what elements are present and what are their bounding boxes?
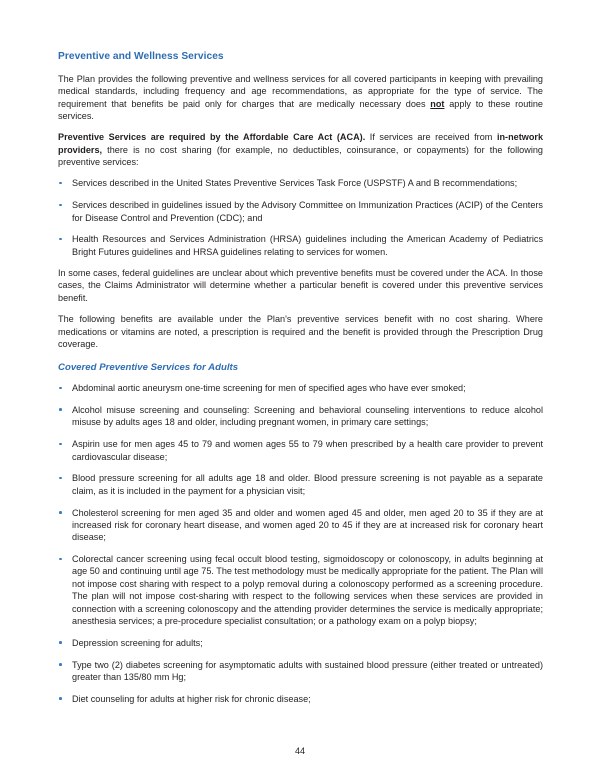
- list-item: [58, 693, 543, 705]
- bullet-icon: [59, 697, 62, 700]
- list-item-text: Health Resources and Services Administration (HRSA) guidelines including the American Academy of Pediatrics Bright Futures guidelines and HRSA guidelines relating to services for women.: [72, 234, 543, 257]
- list-item: [58, 507, 543, 544]
- list-item: [58, 637, 543, 649]
- list-item-text: Alcohol misuse screening and counseling: Screening and behavioral counseling interventions to reduce alcohol misuse by adults ages 18 and older, including pregnant women, in primary care settings;: [72, 405, 543, 428]
- section-heading: Preventive and Wellness Services: [58, 51, 224, 62]
- list-item: [58, 233, 543, 258]
- list-item: [58, 199, 543, 224]
- bullet-icon: [59, 182, 62, 185]
- list-item: [58, 553, 543, 627]
- adults-bullet-list: [58, 382, 543, 705]
- intro-paragraph-part2: apply to these routine services.: [58, 98, 543, 122]
- page-number: 44: [294, 746, 306, 756]
- list-item: [58, 382, 543, 394]
- bullet-icon: [59, 511, 62, 514]
- bullet-icon: [59, 408, 62, 411]
- aca-text-1: If services are received from: [365, 132, 497, 143]
- list-item-text: Aspirin use for men ages 45 to 79 and women ages 55 to 79 when prescribed by a health care provider to prevent cardiovascular disease;: [72, 439, 543, 462]
- list-item: [58, 659, 543, 684]
- unclear-guidelines-paragraph: In some cases, federal guidelines are unclear about which preventive benefits must be covered under the ACA. In those cases, the Claims Administrator will determine whether a particular benefit is covered under this preventive services benefit.: [58, 268, 543, 303]
- bullet-icon: [59, 238, 62, 241]
- following-benefits-paragraph: The following benefits are available under the Plan's preventive services benefit with no cost sharing. Where medications or vitamins are noted, a prescription is required and the benefit is provided through the Prescription Drug coverage.: [58, 314, 543, 349]
- list-item-text: Diet counseling for adults at higher risk for chronic disease;: [72, 693, 311, 704]
- bullet-icon: [59, 663, 62, 666]
- list-item: [58, 472, 543, 497]
- list-item-text: Colorectal cancer screening using fecal occult blood testing, sigmoidoscopy or colonoscopy, in adults beginning at age 50 and continuing until age 75. The test methodology must be medically appropriate for the patient. The Plan will not impose cost sharing with respect to a polyp removal during a colonoscopy performed as a screening procedure. The plan will not impose cost-sharing with respect to the following services when these services are provided in connection with a screening colonoscopy and the attending provider determines the service is medically appropriate; anesthesia services; a pre-procedure specialist consultation; or a pathology exam on a polyp biopsy;: [72, 554, 543, 626]
- intro-paragraph: [58, 73, 543, 122]
- bullet-icon: [59, 204, 62, 207]
- list-item-text: Services described in guidelines issued by the Advisory Committee on Immunization Practices (ACIP) of the Centers for Disease Control and Prevention (CDC); and: [72, 200, 543, 223]
- aca-bold-lead: Preventive Services are required by the Affordable Care Act (ACA).: [58, 132, 366, 143]
- list-item: [58, 438, 543, 463]
- list-item-text: Depression screening for adults;: [72, 637, 203, 648]
- intro-emphasis-not: not: [430, 98, 445, 109]
- aca-bullet-list: [58, 177, 543, 258]
- bullet-icon: [59, 387, 62, 390]
- list-item: [58, 177, 543, 189]
- list-item: [58, 404, 543, 429]
- bullet-icon: [59, 641, 62, 644]
- list-item-text: Blood pressure screening for all adults age 18 and older. Blood pressure screening is not payable as a separate claim, as it is included in the payment for a physician visit;: [72, 473, 543, 496]
- bullet-icon: [59, 443, 62, 446]
- aca-text-2: there is no cost sharing (for example, no deductibles, coinsurance, or copayments) for the following preventive services:: [58, 144, 543, 168]
- list-item-text: Abdominal aortic aneurysm one-time screening for men of specified ages who have ever smoked;: [72, 383, 466, 394]
- covered-services-subheading: Covered Preventive Services for Adults: [58, 362, 239, 374]
- list-item-text: Type two (2) diabetes screening for asymptomatic adults with sustained blood pressure (either treated or untreated) greater than 135/80 mm Hg;: [72, 659, 543, 682]
- bullet-icon: [59, 477, 62, 480]
- list-item-text: Cholesterol screening for men aged 35 and older and women aged 45 and older, men aged 20 to 35 if they are at increased risk for coronary heart disease, and women aged 20 to 45 if they are at increased risk for coronary heart disease;: [72, 507, 543, 543]
- intro-paragraph-part1: The Plan provides the following preventive and wellness services for all covered participants in keeping with prevailing medical standards, including frequency and age recommendations, as appropriate for the type of service. The requirement that benefits be paid only for charges that are medically necessary does: [58, 74, 543, 109]
- bullet-icon: [59, 558, 62, 561]
- aca-bold-in-network: in-network providers,: [58, 132, 544, 155]
- aca-paragraph: [58, 131, 543, 168]
- list-item-text: Services described in the United States Preventive Services Task Force (USPSTF) A and B recommendations;: [72, 178, 518, 189]
